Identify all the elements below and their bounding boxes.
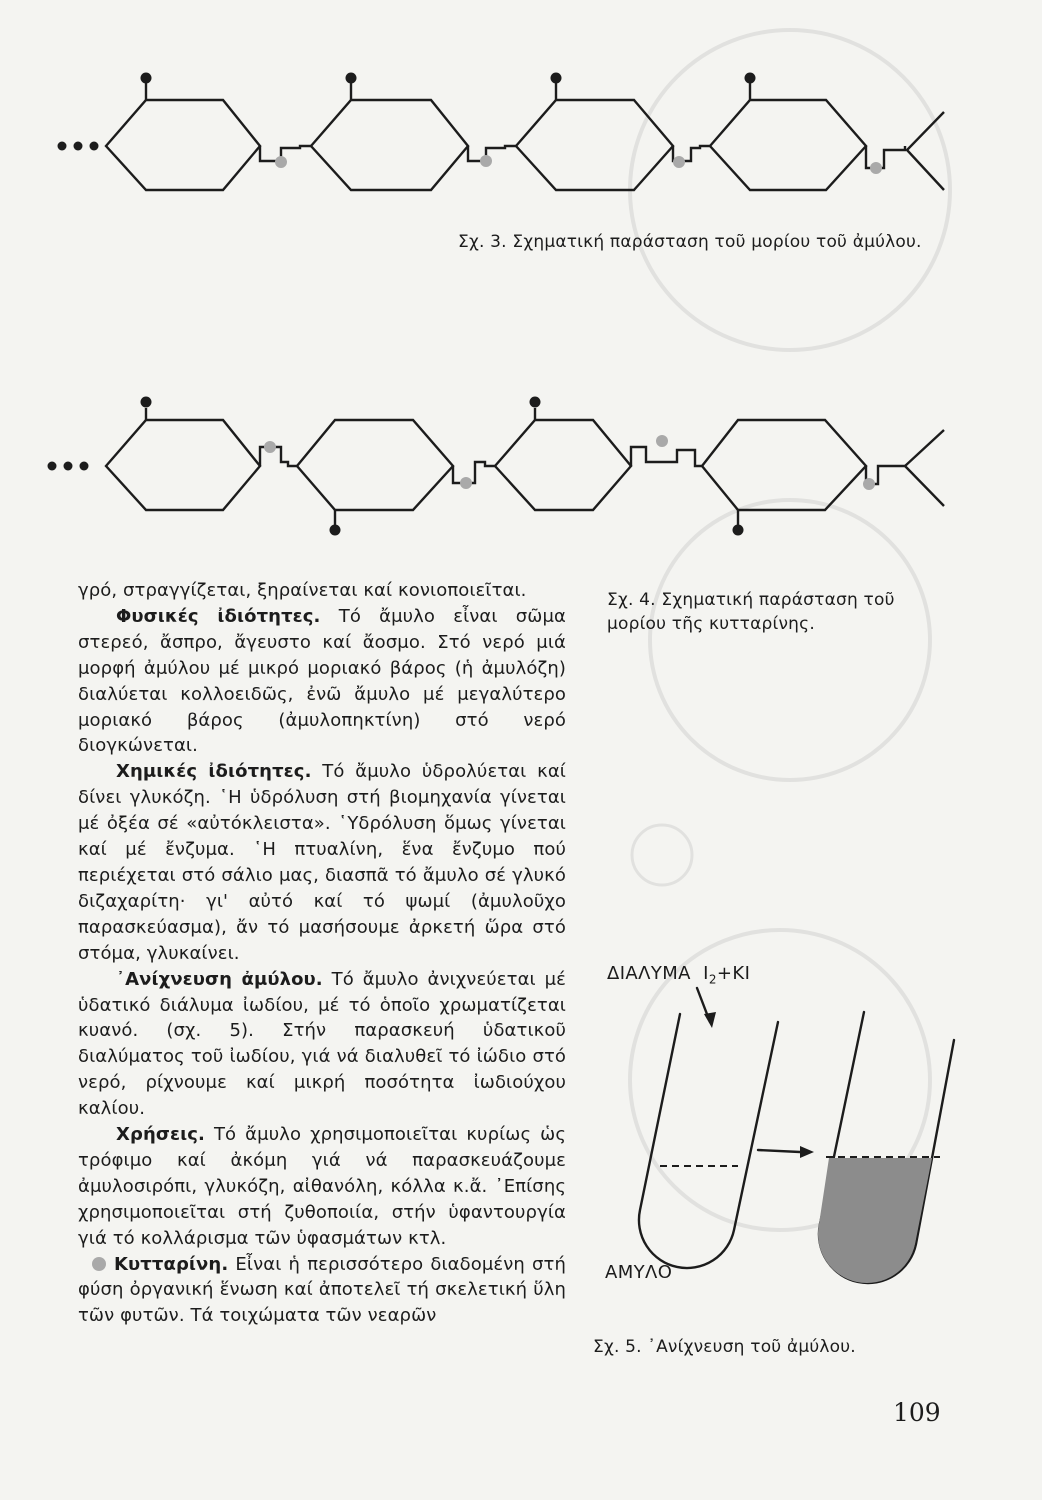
figure-3-caption: Σχ. 3. Σχηματική παράσταση τοῦ μορίου τοῦ ἀμύλου. bbox=[458, 232, 922, 252]
starch-label: ΑΜΥΛΟ bbox=[605, 1262, 673, 1283]
solution-label-text: ΔΙΑΛΥΜΑ bbox=[607, 963, 691, 984]
starch-detection-heading: ᾿Ανίχνευση ἀμύλου. bbox=[116, 968, 323, 990]
uses-heading: Χρήσεις. bbox=[116, 1124, 205, 1146]
reagent-label-text: I bbox=[703, 963, 709, 984]
physical-properties-text: Τό ἄμυλο εἶναι σῶμα στερεό, ἄσπρο, ἄγευστο καί ἄοσμο. Στό νερό μιά μορφή ἀμύλου μέ μικρό μοριακό βάρος (ἡ ἀμυλόζη) διαλύεται κολλοειδῶς, ἐνῶ ἄμυλο μέ μεγαλύτερο μοριακό βάρος (ἀμυλοπηκτίνη) στό νερό διογκώνεται. bbox=[78, 605, 566, 757]
reagent-subscript: 2 bbox=[708, 972, 717, 987]
figure-5-caption: Σχ. 5. ᾿Ανίχνευση τοῦ ἀμύλου. bbox=[593, 1337, 856, 1357]
intro-paragraph: γρό, στραγγίζεται, ξηραίνεται καί κονιοποιεῖται. bbox=[78, 580, 527, 601]
chemical-properties-text: Τό ἄμυλο ὑδρολύεται καί δίνει γλυκόζη. ῾Η ὑδρόλυση στή βιομηχανία γίνεται μέ ὀξέα σέ «αὐτόκλειστα». ῾Υδρόλυση ὅμως γίνεται καί μέ ἔνζυμα. ῾Η πτυαλίνη, ἕνα ἔνζυμο πού περιέχεται στό σάλιο μας, διασπᾶ τό ἄμυλο σέ γλυκό διζαχαρίτη· γι' αὐτό καί τό ψωμί (ἀμυλοῦχο παρασκεύασμα), ἄν τό μασήσουμε ἀρκετή ὥρα στό στόμα, γλυκαίνει. bbox=[78, 761, 566, 964]
figure-4-caption: Σχ. 4. Σχηματική παράσταση τοῦ μορίου τῆς κυτταρίνης. bbox=[607, 590, 895, 634]
chemical-properties-heading: Χημικές ἰδιότητες. bbox=[116, 761, 312, 783]
iodine-solution-label bbox=[607, 963, 750, 987]
starch-detection-text: Τό ἄμυλο ἀνιχνεύεται μέ ὑδατικό διάλυμα ἰωδίου, μέ τό ὁποῖο χρωματίζεται κυανό. (σχ. 5). Στήν παρασκευή ὑδατικοῦ διαλύματος τοῦ ἰωδίου, γιά νά διαλυθεῖ τό ἰώδιο στό νερό, ρίχνουμε καί μικρή ποσότητα ἰωδιούχου καλίου. bbox=[78, 968, 566, 1120]
reagent-suffix: +KI bbox=[716, 963, 751, 984]
physical-properties-heading: Φυσικές ἰδιότητες. bbox=[116, 605, 321, 627]
cellulose-heading: Κυτταρίνη. bbox=[114, 1253, 229, 1275]
uses-text: Τό ἄμυλο χρησιμοποιεῖται κυρίως ὡς τρόφιμο καί ἀκόμη γιά νά παρασκευάζουμε ἀμυλοσιρόπι, γλυκόζη, αἰθανόλη, κόλλα κ.ἄ. ᾿Επίσης χρησιμοποιεῖται στή ζυθοποιία, στήν ὑφαντουργία γιά τό κολλάρισμα τῶν ὑφασμάτων κτλ. bbox=[78, 1124, 566, 1249]
cellulose-text: Εἶναι ἡ περισσότερο διαδομένη στή φύση ὀργανική ἕνωση καί ἀποτελεῖ τή σκελετική ὕλη τῶν φυτῶν. Τά τοιχώματα τῶν νεαρῶν bbox=[78, 1253, 567, 1327]
page-number: 109 bbox=[893, 1398, 941, 1427]
